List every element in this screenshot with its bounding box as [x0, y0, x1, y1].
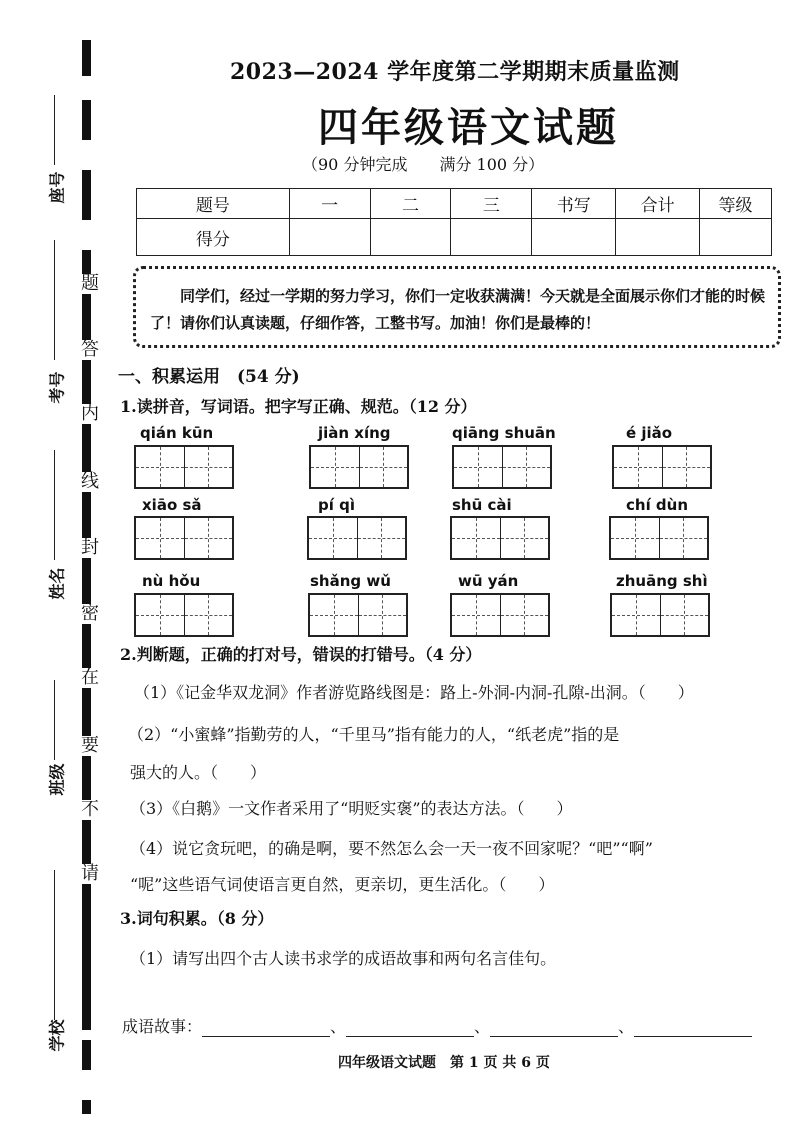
- binding-char: 要: [78, 736, 102, 756]
- section-title: 一、积累运用 (54 分): [118, 367, 300, 387]
- pinyin-label: qián kūn: [140, 424, 214, 442]
- idiom-label: 成语故事：: [122, 1017, 203, 1036]
- score-input-cell[interactable]: [451, 219, 532, 256]
- score-input-cell[interactable]: [532, 219, 616, 256]
- exam-period: 2023—2024 学年度第二学期期末质量监测: [230, 59, 680, 85]
- separator: 、: [618, 1017, 635, 1036]
- field-label-seat: 座号: [47, 171, 67, 204]
- writing-grid[interactable]: [134, 445, 234, 489]
- field-line-exam-no: [54, 240, 55, 360]
- question-item: （1）请写出四个古人读书求学的成语故事和两句名言佳句。: [130, 949, 557, 968]
- pinyin-label: jiàn xíng: [318, 424, 391, 442]
- field-line-class: [54, 680, 55, 760]
- writing-grid[interactable]: [612, 445, 712, 489]
- answer-blank[interactable]: [634, 1018, 752, 1037]
- binding-bar: [82, 1040, 91, 1070]
- binding-bar: [82, 1100, 91, 1114]
- pinyin-label: é jiǎo: [626, 424, 673, 442]
- score-header-cell: 一: [289, 189, 370, 219]
- writing-grid[interactable]: [134, 516, 234, 560]
- writing-grid[interactable]: [307, 516, 407, 560]
- binding-char: 在: [78, 668, 102, 688]
- writing-grid[interactable]: [134, 593, 234, 637]
- binding-bar: [82, 170, 91, 220]
- pinyin-label: zhuāng shì: [616, 572, 708, 590]
- pinyin-label: shū cài: [452, 496, 512, 514]
- binding-bar: [82, 40, 91, 76]
- score-header-cell: 三: [451, 189, 532, 219]
- writing-grid[interactable]: [308, 593, 408, 637]
- question-title: 3.词句积累。（8 分）: [120, 909, 274, 928]
- score-header-cell: 书写: [532, 189, 616, 219]
- separator: 、: [330, 1017, 347, 1036]
- judgment-item: （2）“小蜜蜂”指勤劳的人，“千里马”指有能力的人，“纸老虎”指的是: [128, 725, 620, 744]
- binding-char: 题: [78, 274, 102, 294]
- field-label-exam-no: 考号: [47, 371, 67, 404]
- writing-grid[interactable]: [309, 445, 409, 489]
- writing-grid[interactable]: [450, 516, 550, 560]
- score-input-cell[interactable]: [370, 219, 451, 256]
- score-input-cell[interactable]: [616, 219, 700, 256]
- answer-blank[interactable]: [490, 1018, 618, 1037]
- exam-time-score: （90 分钟完成 满分 100 分）: [302, 155, 545, 174]
- writing-grid[interactable]: [452, 445, 552, 489]
- score-table: [136, 188, 772, 256]
- question-title: 2.判断题，正确的打对号，错误的打错号。（4 分）: [120, 645, 482, 664]
- intro-text: 同学们，经过一学期的努力学习，你们一定收获满满！今天就是全面展示你们才能的时候了！请你们认真读题，仔细作答，工整书写。加油！你们是最棒的！: [150, 287, 766, 332]
- pinyin-label: chí dùn: [626, 496, 689, 514]
- field-label-school: 学校: [47, 1019, 67, 1052]
- binding-char: 答: [78, 340, 102, 360]
- idiom-answer-row: [122, 1014, 752, 1037]
- field-line-seat: [54, 95, 55, 165]
- score-input-cell[interactable]: [700, 219, 772, 256]
- binding-bar: [82, 100, 91, 140]
- pinyin-label: shǎng wǔ: [310, 572, 391, 590]
- score-header-cell: 等级: [700, 189, 772, 219]
- score-header-cell: 二: [370, 189, 451, 219]
- field-line-school: [54, 870, 55, 1020]
- pinyin-label: xiāo sǎ: [142, 496, 202, 514]
- judgment-item: （1）《记金华双龙洞》作者游览路线图是：路上-外洞-内洞-孔隙-出洞。（ ）: [134, 683, 694, 702]
- score-header-cell: 题号: [137, 189, 290, 219]
- pinyin-label: wū yán: [458, 572, 519, 590]
- score-row-label: 得分: [137, 219, 290, 256]
- score-table-score-row: [137, 219, 772, 256]
- binding-bar: [82, 250, 91, 1030]
- judgment-item: “呢”这些语气词使语言更自然，更亲切，更生活化。（ ）: [130, 875, 555, 894]
- pinyin-label: nù hǒu: [142, 572, 201, 590]
- score-header-cell: 合计: [616, 189, 700, 219]
- binding-char: 请: [78, 864, 102, 884]
- judgment-item: （4）说它贪玩吧，的确是啊，要不然怎么会一天一夜不回家呢？“吧”“啊”: [130, 839, 653, 858]
- judgment-item: （3）《白鹅》一文作者采用了“明贬实褒”的表达方法。（ ）: [130, 799, 573, 818]
- page-footer: 四年级语文试题 第 1 页 共 6 页: [338, 1055, 550, 1071]
- binding-char: 不: [78, 800, 102, 820]
- field-label-name: 姓名: [47, 567, 67, 600]
- score-table-header-row: [137, 189, 772, 219]
- intro-box: [133, 266, 781, 348]
- exam-title: 四年级语文试题: [318, 104, 619, 151]
- binding-char: 密: [78, 604, 102, 624]
- field-label-class: 班级: [47, 763, 67, 796]
- score-input-cell[interactable]: [289, 219, 370, 256]
- question-title: 1.读拼音，写词语。把字写正确、规范。（12 分）: [120, 397, 477, 416]
- answer-blank[interactable]: [202, 1018, 330, 1037]
- judgment-item: 强大的人。（ ）: [130, 763, 267, 782]
- binding-char: 封: [78, 538, 102, 558]
- binding-char: 线: [78, 472, 102, 492]
- writing-grid[interactable]: [610, 593, 710, 637]
- binding-char: 内: [78, 404, 102, 424]
- separator: 、: [474, 1017, 491, 1036]
- pinyin-label: pí qì: [318, 496, 355, 514]
- pinyin-label: qiāng shuān: [452, 424, 556, 442]
- writing-grid[interactable]: [609, 516, 709, 560]
- field-line-name: [54, 450, 55, 560]
- answer-blank[interactable]: [346, 1018, 474, 1037]
- writing-grid[interactable]: [450, 593, 550, 637]
